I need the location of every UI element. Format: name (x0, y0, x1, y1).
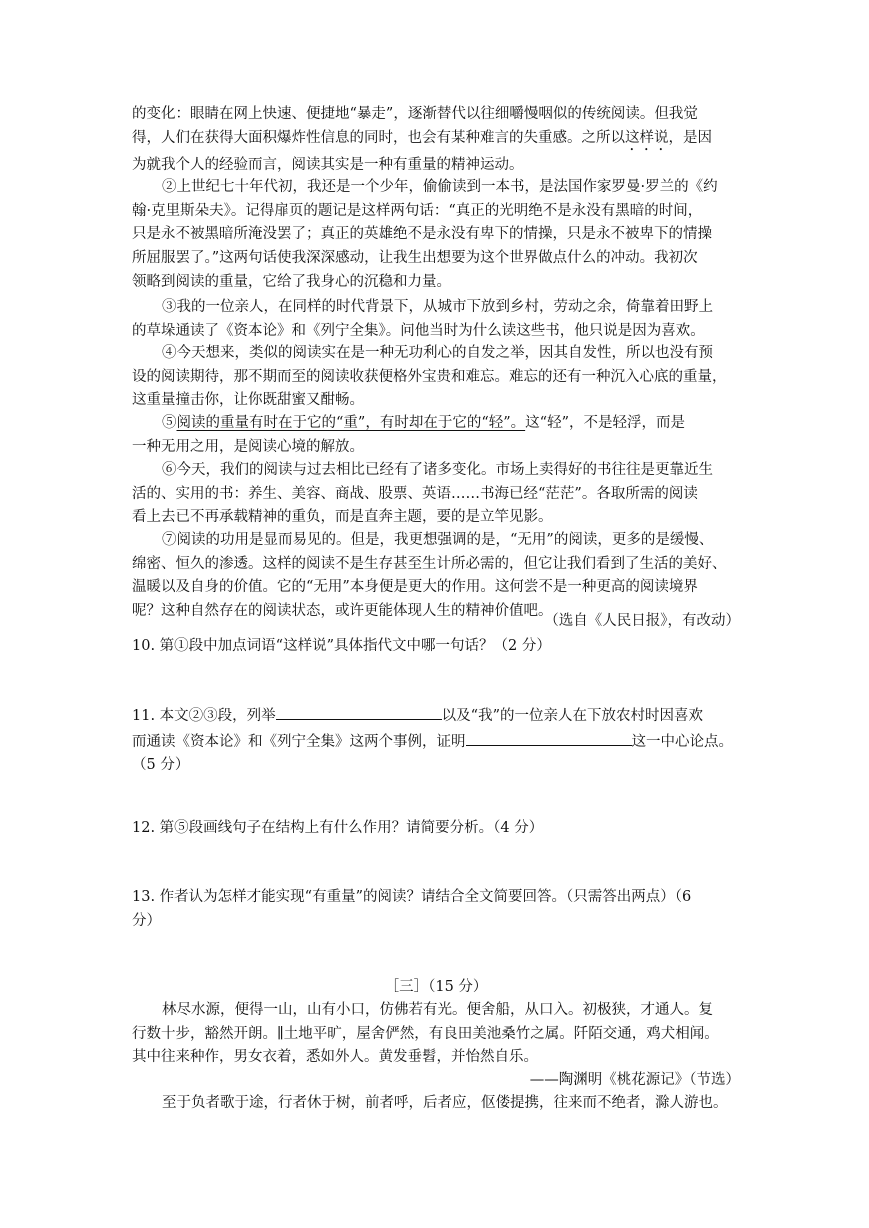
p1-line-2 (132, 127, 740, 154)
paragraph-1 (132, 103, 740, 177)
question-11 (132, 703, 740, 778)
s3-source-text: ——陶渊明《桃花源记》（节选） (529, 1072, 740, 1088)
s3-p2-line-1: 至于负者歌于途，行者休于树，前者呼，后者应，伛偻提携，往来而不绝者，滁人游也。 (162, 1095, 728, 1111)
p1-line-2-a: 得，人们在获得大面积爆炸性信息的同时，也会有某种难言的失重感。之所以 (132, 129, 625, 146)
p2-line-4: 所屈服罢了。”这两句话使我深深感动，让我生出想要为这个世界做点什么的冲动。我初次 (132, 250, 698, 267)
p2-line-1: ②上世纪七十年代初，我还是一个少年，偷偷读到一本书，是法国作家罗曼·罗兰的《约 (162, 179, 718, 195)
section-3-passage-2 (132, 1092, 740, 1116)
p1-line-2-b: ，是因 (668, 129, 712, 146)
q13-line-1: 13. 作者认为怎样才能实现“有重量”的阅读？请结合全文简要回答。（只需答出两点）（6 (132, 889, 692, 905)
p4-line-3: 这重量撞击你，让你既甜蜜又酣畅。 (132, 392, 364, 409)
p3-line-2: 的草垛通读了《资本论》和《列宁全集》。问他当时为什么读这些书，他只说是因为喜欢。 (132, 322, 705, 339)
p7-line-4: 呢？这种自然存在的阅读状态，或许更能体现人生的精神价值吧。 (132, 603, 553, 620)
q10-text: 10. 第①段中加点词语“这样说”具体指代文中哪一句话？（2 分） (132, 638, 551, 654)
p6-line-2: 活的、实用的书：养生、美容、商战、股票、英语……书海已经“茫茫”。各取所需的阅读 (132, 485, 698, 502)
q12-text: 12. 第⑤段画线句子在结构上有什么作用？请简要分析。（4 分） (132, 820, 544, 836)
p5-line-2: 一种无用之用，是阅读心境的解放。 (132, 438, 364, 455)
source-text: （选自《人民日报》，有改动） (544, 613, 740, 629)
p6-line-3: 看上去已不再承载精神的重负，而是直奔主题，要的是立竿见影。 (132, 509, 553, 526)
p5-line-1 (132, 412, 740, 436)
q11-part-d: 这一中心论点。 (631, 733, 733, 750)
q11-part-b: 以及“我”的一位亲人在下放农村时因喜欢 (441, 708, 703, 724)
question-13 (132, 886, 740, 933)
p7-line-2: 绵密、恒久的渗透。这样的阅读不是生存甚至生计所必需的，但它让我们看到了生活的美好、 (132, 555, 727, 572)
q11-part-c: 而通读《资本论》和《列宁全集》这两个事例，证明 (132, 733, 466, 750)
p5-line-1-rest: 这“轻”，不是轻浮，而是 (525, 415, 685, 431)
p6-line-1: ⑥今天，我们的阅读与过去相比已经有了诸多变化。市场上卖得好的书往往是更靠近生 (162, 462, 713, 478)
section-3-title: ［三］（15 分） (384, 979, 488, 995)
p7-line-1: ⑦阅读的功用是显而易见的。但是，我更想强调的是，“无用”的阅读，更多的是缓慢、 (162, 532, 714, 548)
p2-line-2: 翰·克里斯朵夫》。记得扉页的题记是这样两句话：“真正的光明绝不是永没有黑暗的时间， (132, 202, 703, 219)
passage-source (132, 610, 740, 634)
q13-line-2: 分） (132, 912, 161, 929)
answer-blank-1[interactable] (276, 703, 442, 720)
paragraph-3 (132, 296, 740, 343)
s3-line-2: 行数十步，豁然开朗。∥土地平旷，屋舍俨然，有良田美池桑竹之属。阡陌交通，鸡犬相闻。 (132, 1025, 719, 1042)
p7-line-3: 温暖以及自身的价值。它的“无用”本身便是更大的作用。这何尝不是一种更高的阅读境界 (132, 579, 698, 596)
dotted-phrase: 这样说 (625, 129, 669, 146)
p2-line-3: 只是永不被黑暗所淹没罢了；真正的英雄绝不是永没有卑下的情操，只是永不被卑下的情操 (132, 226, 712, 243)
p4-line-2: 设的阅读期待，那不期而至的阅读收获便格外宝贵和难忘。难忘的还有一种沉入心底的重量， (132, 368, 727, 385)
underlined-sentence: 阅读的重量有时在于它的“重”，有时却在于它的“轻”。 (176, 415, 526, 431)
p1-line-1: 的变化：眼睛在网上快速、便捷地“暴走”，逐渐替代以往细嚼慢咽似的传统阅读。但我觉 (132, 106, 698, 122)
paragraph-4 (132, 342, 740, 413)
paragraph-6 (132, 459, 740, 530)
s3-line-3: 其中往来种作，男女衣着，悉如外人。黄发垂髫，并怡然自乐。 (132, 1049, 538, 1066)
s3-line-1: 林尽水源，便得一山，山有小口，仿佛若有光。便舍船，从口入。初极狭，才通人。复 (162, 1002, 713, 1018)
q11-line-1 (132, 703, 740, 729)
paragraph-5 (132, 412, 740, 459)
section-3-passage (132, 999, 740, 1070)
p2-line-5: 领略到阅读的重量，它给了我身心的沉稳和力量。 (132, 273, 451, 290)
section-3-heading (132, 976, 740, 1000)
p1-line-3: 为就我个人的经验而言，阅读其实是一种有重量的精神运动。 (132, 156, 524, 173)
question-12 (132, 817, 740, 841)
p5-number: ⑤ (162, 415, 177, 431)
q11-part-a: 11. 本文②③段，列举 (132, 708, 276, 724)
q11-line-2 (132, 729, 740, 755)
question-10 (132, 635, 740, 659)
paragraph-2 (132, 176, 740, 295)
answer-blank-2[interactable] (466, 729, 632, 746)
section-3-source (132, 1069, 740, 1093)
p4-line-1: ④今天想来，类似的阅读实在是一种无功利心的自发之举，因其自发性，所以也没有预 (162, 345, 713, 361)
q11-line-3: （5 分） (132, 757, 190, 774)
p3-line-1: ③我的一位亲人，在同样的时代背景下，从城市下放到乡村，劳动之余，倚靠着田野上 (162, 299, 713, 315)
